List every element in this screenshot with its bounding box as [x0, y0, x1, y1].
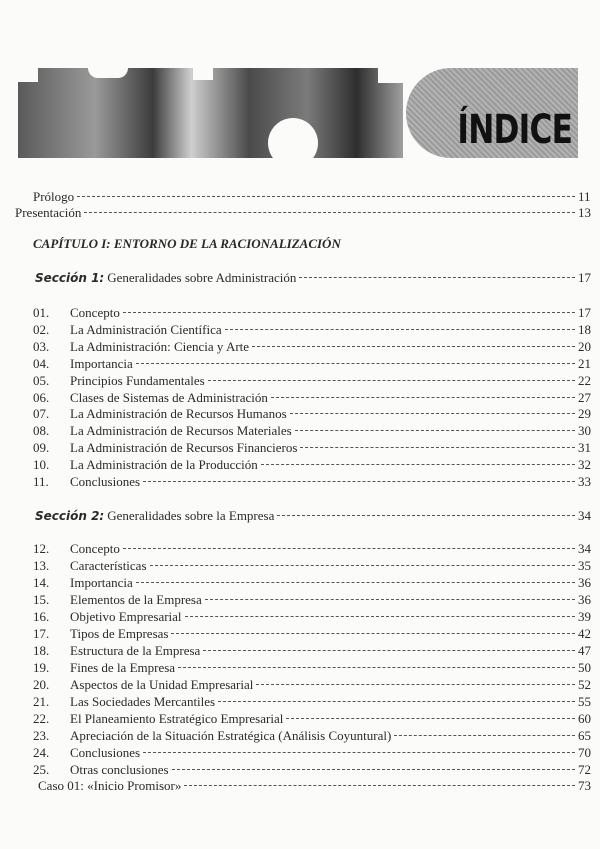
entry-title: Concepto: [70, 541, 120, 556]
index-title-panel: [406, 68, 578, 158]
entry-number: 07.: [33, 406, 50, 422]
dot-leader: [256, 684, 575, 685]
toc-entry[interactable]: [0, 592, 600, 607]
entry-number: 16.: [33, 609, 50, 624]
entry-page: 20: [578, 338, 591, 354]
toc-entry[interactable]: [0, 677, 600, 692]
entry-title: La Administración de Recursos Humanos: [70, 406, 287, 422]
entry-title: Importancia: [70, 575, 133, 590]
entry-number: 13.: [33, 558, 50, 573]
entry-title: Elementos de la Empresa: [70, 592, 202, 607]
toc-entry[interactable]: [0, 322, 600, 337]
section-title: Generalidades sobre la Empresa: [107, 508, 275, 523]
entry-number: 02.: [33, 321, 50, 337]
entry-number: 11.: [33, 474, 49, 489]
entry-number: 10.: [33, 457, 50, 473]
toc-entry[interactable]: [0, 660, 600, 675]
toc-entry[interactable]: [0, 474, 600, 489]
dot-leader: [172, 769, 575, 770]
dot-leader: [225, 329, 575, 330]
entry-page: 39: [578, 609, 591, 624]
entry-title: Conclusiones: [70, 474, 141, 489]
dot-leader: [136, 363, 575, 364]
entry-page: 55: [578, 694, 591, 709]
entry-number: 22.: [33, 711, 50, 726]
toc-entry-prologo[interactable]: [0, 189, 600, 204]
entry-title: La Administración de Recursos Financieros: [70, 440, 298, 456]
entry-number: 05.: [33, 372, 50, 388]
entry-page: 70: [578, 745, 591, 760]
toc-entry[interactable]: [0, 423, 600, 438]
section-title: Generalidades sobre Administración: [107, 270, 297, 285]
entry-page: 72: [578, 762, 591, 777]
dot-leader: [123, 312, 575, 313]
dot-leader: [290, 413, 575, 414]
entry-page: 36: [578, 575, 591, 590]
dot-leader: [143, 752, 575, 753]
entry-page: 34: [578, 508, 591, 523]
section-1-heading[interactable]: [0, 270, 600, 286]
dot-leader: [261, 464, 575, 465]
toc-entry[interactable]: [0, 694, 600, 709]
toc-entry[interactable]: [0, 390, 600, 405]
toc-entry[interactable]: [0, 406, 600, 421]
entry-title: Características: [70, 558, 147, 573]
entry-number: 06.: [33, 389, 50, 405]
entry-title: La Administración Científica: [70, 321, 222, 337]
dot-leader: [205, 599, 575, 600]
toc-entry-case[interactable]: [0, 778, 600, 793]
dot-leader: [143, 481, 575, 482]
dot-leader: [271, 397, 575, 398]
page-title: ÍNDICE: [457, 107, 572, 153]
entry-page: 36: [578, 592, 591, 607]
chapter-heading: CAPÍTULO I: ENTORNO DE LA RACIONALIZACIÓN: [33, 236, 341, 251]
entry-page: 52: [578, 677, 591, 692]
entry-number: 17.: [33, 626, 50, 641]
toc-entry[interactable]: [0, 762, 600, 777]
entry-title: Estructura de la Empresa: [70, 643, 201, 658]
entry-number: 12.: [33, 541, 50, 556]
dot-leader: [286, 718, 575, 719]
entry-page: 73: [578, 778, 591, 793]
dot-leader: [171, 633, 575, 634]
entry-title: La Administración: Ciencia y Arte: [70, 338, 250, 354]
entry-page: 33: [578, 474, 591, 489]
dot-leader: [84, 212, 575, 213]
entry-number: 25.: [33, 762, 50, 777]
entry-title: El Planeamiento Estratégico Empresarial: [70, 711, 284, 726]
entry-title: Prólogo: [33, 189, 75, 204]
toc-entry[interactable]: [0, 305, 600, 320]
entry-page: 30: [578, 423, 591, 439]
entry-number: 04.: [33, 355, 50, 371]
entry-page: 50: [578, 660, 591, 675]
dot-leader: [218, 701, 575, 702]
entry-title: Importancia: [70, 355, 133, 371]
entry-title: Clases de Sistemas de Administración: [70, 389, 268, 405]
entry-title: Principios Fundamentales: [70, 372, 205, 388]
entry-page: 31: [578, 440, 591, 456]
dot-leader: [123, 548, 575, 549]
entry-page: 42: [578, 626, 591, 641]
entry-page: 29: [578, 406, 591, 422]
entry-number: 19.: [33, 660, 50, 675]
entry-title: Tipos de Empresas: [70, 626, 169, 641]
entry-number: 03.: [33, 338, 50, 354]
entry-page: 13: [578, 205, 591, 220]
entry-title: Objetivo Empresarial: [70, 609, 182, 624]
entry-title: Conclusiones: [70, 745, 141, 760]
toc-entry[interactable]: [0, 356, 600, 371]
entry-page: 35: [578, 558, 591, 573]
toc-entry[interactable]: [0, 339, 600, 354]
entry-page: 65: [578, 728, 591, 743]
entry-page: 47: [578, 643, 591, 658]
section-label: Sección 2:: [35, 509, 105, 523]
dot-leader: [185, 616, 575, 617]
toc-entry-presentacion[interactable]: [0, 205, 600, 220]
entry-title: Apreciación de la Situación Estratégica (Análisis Coyuntural): [70, 728, 392, 743]
entry-page: 34: [578, 541, 591, 556]
entry-title: Aspectos de la Unidad Empresarial: [70, 677, 254, 692]
entry-number: 09.: [33, 440, 50, 456]
dot-leader: [394, 735, 575, 736]
toc-entry[interactable]: [0, 575, 600, 590]
dot-leader: [184, 785, 575, 786]
dot-leader: [136, 582, 575, 583]
entry-title: Las Sociedades Mercantiles: [70, 694, 216, 709]
dot-leader: [300, 447, 575, 448]
header-banner: [18, 68, 578, 158]
photo-collage: [18, 68, 403, 158]
dot-leader: [77, 196, 575, 197]
section-2-heading[interactable]: [0, 508, 600, 524]
entry-page: 21: [578, 355, 591, 371]
entry-title: La Administración de la Producción: [70, 457, 258, 473]
toc-entry[interactable]: [0, 711, 600, 726]
dot-leader: [203, 650, 575, 651]
entry-number: 08.: [33, 423, 50, 439]
dot-leader: [295, 430, 575, 431]
dot-leader: [178, 667, 575, 668]
entry-title: Presentación: [15, 205, 82, 220]
toc-entry[interactable]: [0, 373, 600, 388]
toc-entry[interactable]: [0, 745, 600, 760]
dot-leader: [299, 277, 575, 278]
entry-number: 23.: [33, 728, 50, 743]
toc-entry[interactable]: [0, 626, 600, 641]
toc-entry[interactable]: [0, 728, 600, 743]
entry-page: 11: [578, 189, 591, 204]
toc-entry[interactable]: [0, 609, 600, 624]
toc-entry[interactable]: [0, 558, 600, 573]
entry-page: 60: [578, 711, 591, 726]
dot-leader: [252, 346, 575, 347]
entry-number: 15.: [33, 592, 50, 607]
dot-leader: [208, 380, 575, 381]
dot-leader: [150, 565, 575, 566]
entry-page: 17: [578, 305, 591, 320]
entry-number: 18.: [33, 643, 50, 658]
entry-page: 17: [578, 270, 591, 285]
section-label: Sección 1:: [35, 271, 105, 285]
entry-title: La Administración de Recursos Materiales: [70, 423, 292, 439]
toc-entry[interactable]: [0, 643, 600, 658]
entry-page: 22: [578, 372, 591, 388]
toc-entry[interactable]: [0, 457, 600, 472]
entry-number: 01.: [33, 305, 50, 320]
entry-page: 27: [578, 389, 591, 405]
entry-number: 21.: [33, 694, 50, 709]
entry-number: 14.: [33, 575, 50, 590]
entry-title: Caso 01: «Inicio Promisor»: [38, 778, 182, 793]
entry-title: Concepto: [70, 305, 120, 320]
toc-entry[interactable]: [0, 440, 600, 455]
dot-leader: [277, 515, 575, 516]
entry-page: 18: [578, 321, 591, 337]
entry-title: Fines de la Empresa: [70, 660, 176, 675]
entry-title: Otras conclusiones: [70, 762, 169, 777]
entry-number: 24.: [33, 745, 50, 760]
toc-entry[interactable]: [0, 541, 600, 556]
entry-page: 32: [578, 457, 591, 473]
entry-number: 20.: [33, 677, 50, 692]
